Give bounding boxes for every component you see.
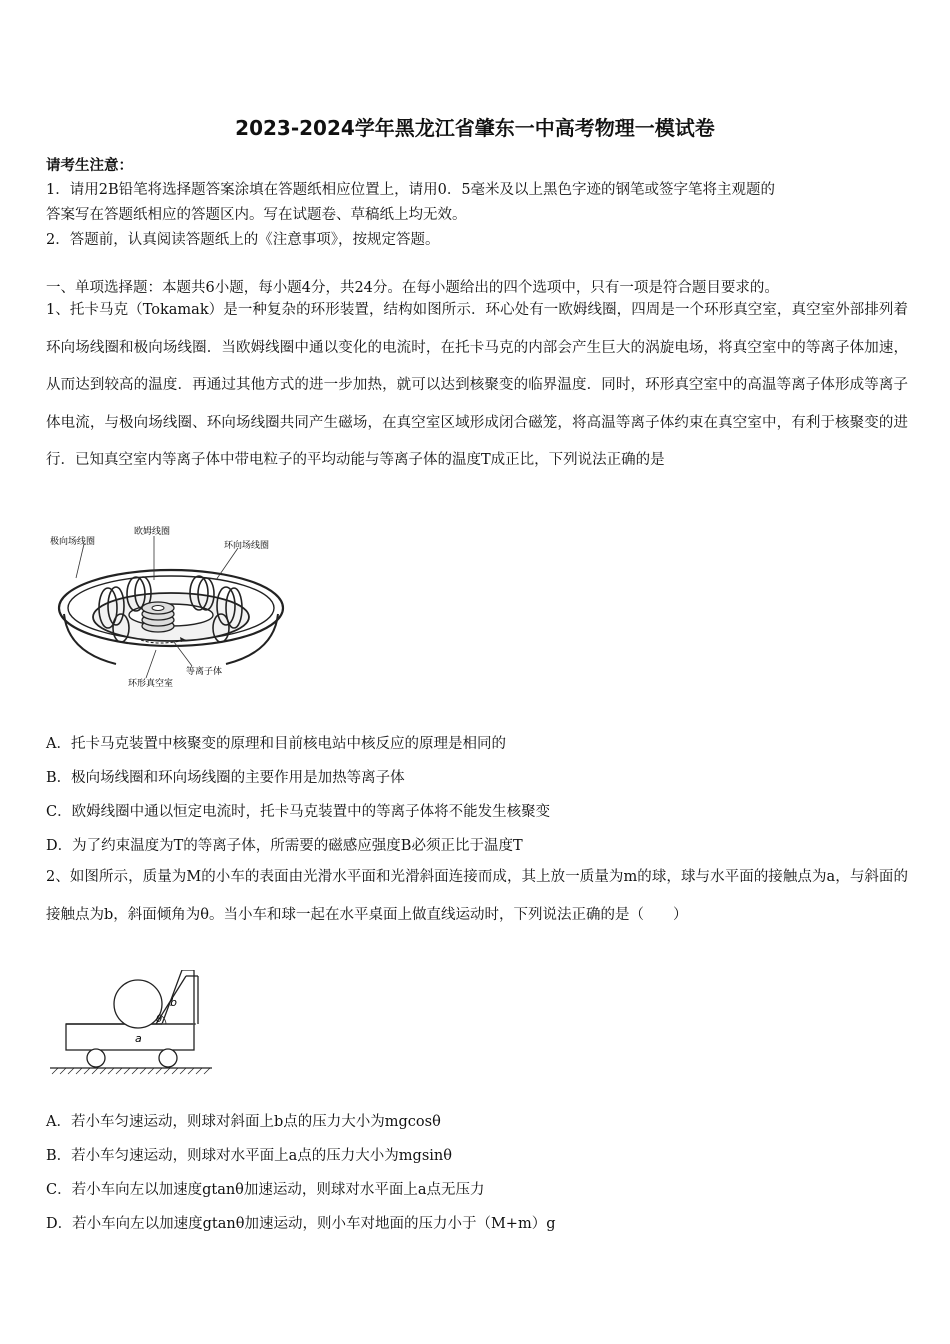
fig-label-plasma: 等离子体: [186, 667, 223, 677]
notice-item: 1．请用2B铅笔将选择题答案涂填在答题纸相应位置上，请用0．5毫米及以上黑色字迹的钢笔或签字笔将主观题的: [46, 182, 776, 198]
fig-label-poloidal: 极向场线圈: [50, 537, 96, 547]
q1-option-c: C．欧姆线圈中通以恒定电流时，托卡马克装置中的等离子体将不能发生核聚变: [46, 804, 551, 820]
q1-option-d: D．为了约束温度为T的等离子体，所需要的磁感应强度B必须正比于温度T: [46, 838, 523, 854]
question-2-stem: 2、如图所示，质量为M的小车的表面由光滑水平面和光滑斜面连接而成，其上放一质量为m的球，球与水平面的接触点为a，与斜面的接触点为b，斜面倾角为θ。当小车和球一起在水平桌面上做直线运动时，下列说法正确的是（ ）: [46, 869, 908, 923]
notice-heading: 请考生注意：: [46, 157, 133, 174]
notice-item: 2．答题前，认真阅读答题纸上的《注意事项》，按规定答题。: [46, 232, 440, 248]
q2-option-d: D．若小车向左以加速度gtanθ加速运动，则小车对地面的压力小于（M+m）g: [46, 1216, 556, 1232]
q2-option-a: A．若小车匀速运动，则球对斜面上b点的压力大小为mgcosθ: [46, 1114, 441, 1130]
fig-label-theta: θ: [156, 1014, 163, 1025]
q1-option-b: B．极向场线圈和环向场线圈的主要作用是加热等离子体: [46, 770, 405, 786]
notice-item: 答案写在答题纸相应的答题区内。写在试题卷、草稿纸上均无效。: [46, 207, 467, 223]
section-heading: 一、单项选择题：本题共6小题，每小题4分，共24分。在每小题给出的四个选项中，只有一项是符合题目要求的。: [46, 280, 779, 296]
fig-label-chamber: 环形真空室: [128, 679, 174, 689]
fig-label-ohmic: 欧姆线圈: [134, 527, 171, 537]
fig-label-a: a: [135, 1032, 142, 1045]
question-1-stem: 1、托卡马克（Tokamak）是一种复杂的环形装置，结构如图所示．环心处有一欧姆线圈，四周是一个环形真空室，真空室外部排列着环向场线圈和极向场线圈．当欧姆线圈中通以变化的电流时，在托卡马克的内部会产生巨大的涡旋电场，将真空室中的等离子体加速，从而达到较高的温度．再通过其他方式的进一步加热，就可以达到核聚变的临界温度．同时，环形真空室中的高温等离子体形成等离子体电流，与极向场线圈、环向场线圈共同产生磁场，在真空室区域形成闭合磁笼，将高温等离子体约束在真空室中，有利于核聚变的进行．已知真空室内等离子体中带电粒子的平均动能与等离子体的温度T成正比，下列说法正确的是: [46, 302, 908, 468]
q2-option-b: B．若小车匀速运动，则球对水平面上a点的压力大小为mgsinθ: [46, 1148, 452, 1164]
cart-figure: [46, 970, 216, 1082]
tokamak-figure: [46, 522, 286, 690]
page-title: 2023-2024学年黑龙江省肇东一中高考物理一模试卷: [235, 116, 715, 140]
fig-label-b: b: [170, 996, 177, 1009]
fig-label-toroidal: 环向场线圈: [224, 541, 270, 551]
q1-option-a: A．托卡马克装置中核聚变的原理和目前核电站中核反应的原理是相同的: [46, 736, 506, 752]
q2-option-c: C．若小车向左以加速度gtanθ加速运动，则球对水平面上a点无压力: [46, 1182, 485, 1198]
